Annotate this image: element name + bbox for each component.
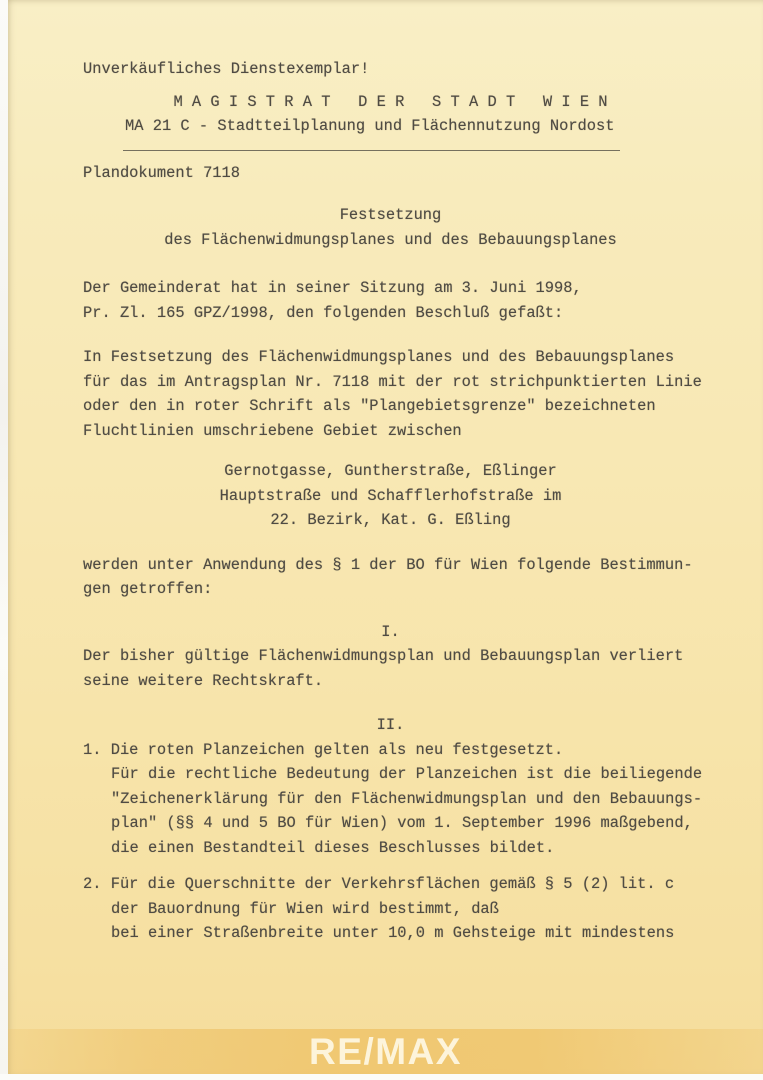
section-2-item-1-line-1: 1. Die roten Planzeichen gelten als neu festgesetzt.	[83, 740, 564, 759]
document-body	[83, 0, 703, 946]
title-line-1: Festsetzung	[339, 206, 442, 224]
section-1-line-1: Der bisher gültige Flächenwidmungsplan und Bebauungsplan verliert	[83, 647, 684, 665]
scope-line-3: oder den in roter Schrift als "Plangebietsgrenze" bezeichneten	[83, 397, 656, 415]
remax-watermark: RE/MAX	[309, 1031, 462, 1072]
scope-line-2: für das im Antragsplan Nr. 7118 mit der rot strichpunktierten Linie	[83, 372, 702, 391]
section-2-item-2-line-2: der Bauordnung für Wien wird bestimmt, daß	[111, 899, 499, 918]
section-2-item-1-line-4: plan" (§§ 4 und 5 BO für Wien) vom 1. September 1996 maßgebend,	[111, 814, 693, 832]
section-2-item-2-line-1: 2. Für die Querschnitte der Verkehrsflächen gemäß § 5 (2) lit. c	[83, 875, 675, 893]
scope-line-4: Fluchtlinien umschriebene Gebiet zwischen	[83, 421, 462, 440]
header-department: MA 21 C - Stadtteilplanung und Flächennutzung Nordost	[125, 117, 615, 135]
section-1-heading: I.	[381, 622, 400, 641]
area-line-1: Gernotgasse, Guntherstraße, Eßlinger	[224, 462, 557, 480]
scope-line-1: In Festsetzung des Flächenwidmungsplanes und des Bebauungsplanes	[83, 348, 675, 366]
plan-document-number: Plandokument 7118	[83, 163, 241, 182]
area-line-2: Hauptstraße und Schafflerhofstraße im	[219, 486, 562, 505]
title-line-2: des Flächenwidmungsplanes und des Bebauungsplanes	[164, 230, 617, 249]
section-2-item-1-line-5: die einen Bestandteil dieses Beschlusses bildet.	[111, 838, 555, 857]
scan-edge-left	[0, 0, 8, 1080]
header-organization: M A G I S T R A T D E R S T A D T W I E N	[173, 92, 608, 111]
footer-band	[8, 1029, 763, 1074]
section-2-item-1-line-3: "Zeichenerklärung für den Flächenwidmungsplan und den Bebauungs-	[111, 789, 703, 808]
area-line-3: 22. Bezirk, Kat. G. Eßling	[270, 511, 511, 529]
section-2-heading: II.	[376, 716, 405, 734]
paper-sheet	[8, 0, 763, 1074]
section-2-item-1-line-2: Für die rechtliche Bedeutung der Planzeichen ist die beiliegende	[111, 765, 703, 783]
section-2-item-2-line-3: bei einer Straßenbreite unter 10,0 m Gehsteige mit mindestens	[111, 924, 675, 942]
header-divider	[123, 150, 620, 151]
session-line-2: Pr. Zl. 165 GPZ/1998, den folgenden Beschluß gefaßt:	[83, 303, 564, 322]
application-line-1: werden unter Anwendung des § 1 der BO für Wien folgende Bestimmun-	[83, 555, 693, 574]
scan-edge-bottom	[0, 1074, 763, 1080]
application-line-2: gen getroffen:	[83, 580, 213, 598]
section-1-line-2: seine weitere Rechtskraft.	[83, 671, 324, 690]
session-line-1: Der Gemeinderat hat in seiner Sitzung am 3. Juni 1998,	[83, 279, 582, 297]
stamp-note: Unverkäufliches Dienstexemplar!	[83, 60, 370, 78]
